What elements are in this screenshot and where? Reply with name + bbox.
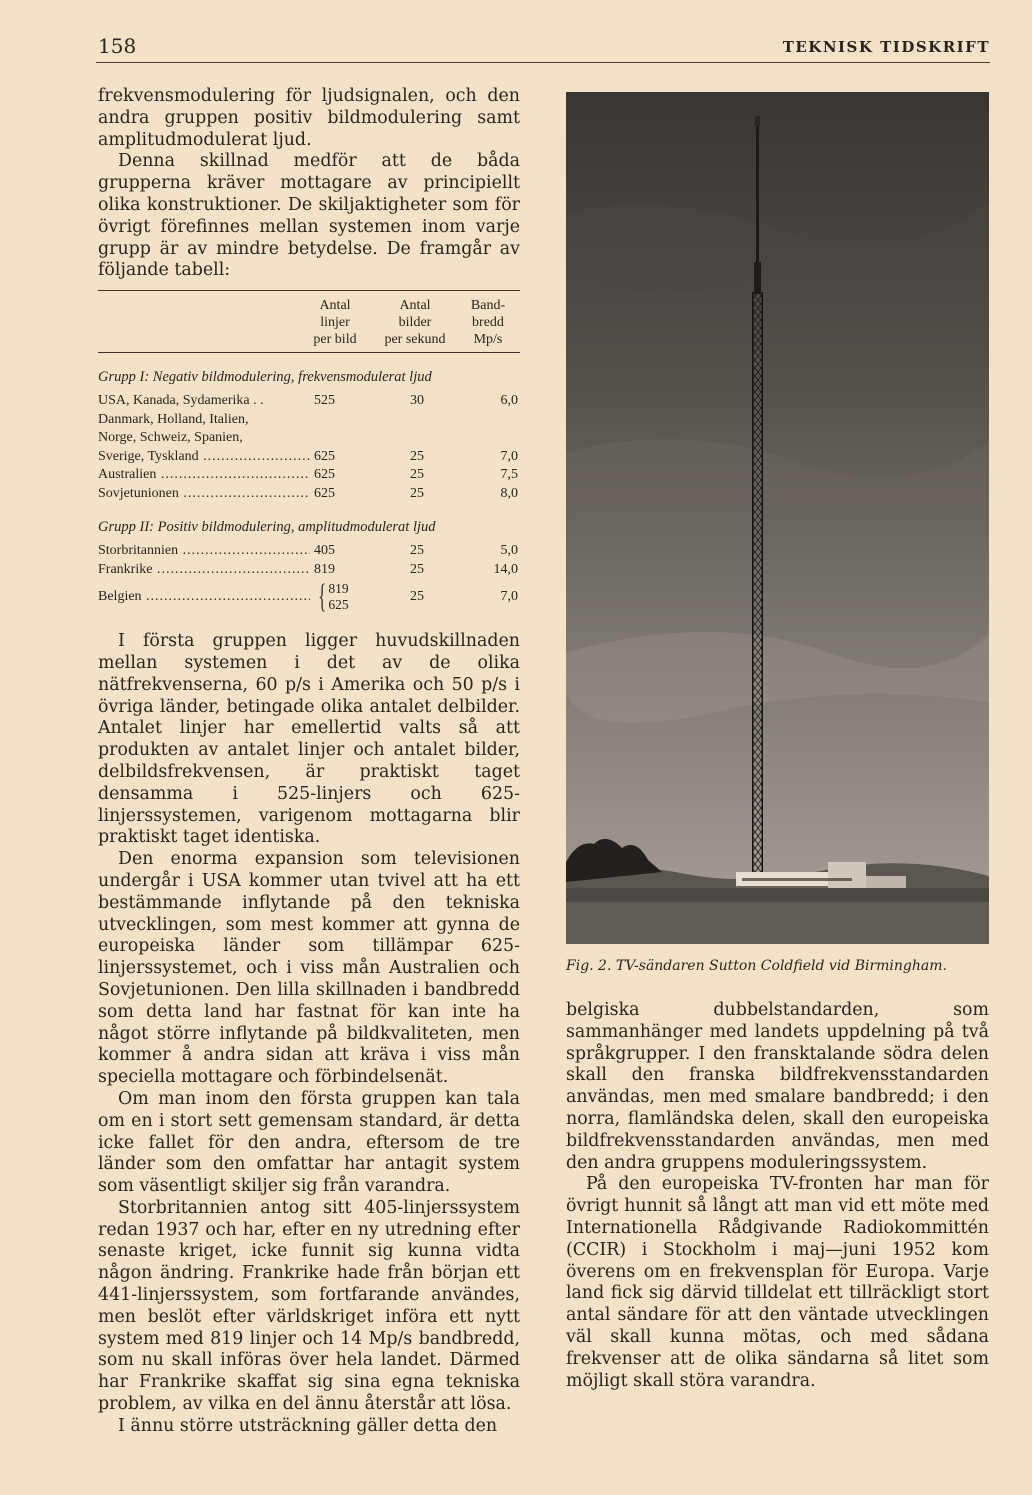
table-row: USA, Kanada, Sydamerika . . 525 30 6,0: [98, 393, 518, 409]
mast-top-section: [754, 262, 761, 294]
table-row: Sovjetunionen ..... 625 25 8,0: [98, 485, 520, 504]
right-paragraph-2: På den europeiska TV-fronten har man för övrigt hunnit så långt att man vid ett möte med Internationella Rådgivande Radiokommittén (CCIR) i Stockholm i maj—juni 1952 kom överens om en frekvensplan för Europa. Varje land fick sig därvid tilldelat ett tillräckligt stort antal sändare för att den väntade utvecklingen väl skall kunna mötas, och med sådana frekvenser att de olika sändarna så litet som möjligt skall störa varandra.: [566, 1174, 989, 1391]
intro-paragraph-1: frekvensmodulering för ljudsignalen, och den andra gruppen positiv bildmodulering samt amplitudmodulerat ljud.: [98, 86, 520, 150]
right-column: [566, 1000, 989, 1392]
tv-standards-table: [98, 290, 520, 616]
station-hall: [828, 862, 866, 888]
right-paragraph-1: belgiska dubbelstandarden, som sammanhänger med landets uppdelning på två språkgrupper. I den fransktalande södra delen skall den franska bildfrekvensstandarden användas, men med smalare bandbredd; i den norra, flamländska delen, skall den europeiska bildfrekvensstandarden användas, men med den andra gruppens moduleringssystem.: [566, 1000, 989, 1173]
table-row: Storbritannien ..... 405 25 5,0: [98, 542, 520, 561]
header-frames-per-second: Antal bilder per sekund: [384, 298, 446, 348]
header-rule: [96, 62, 990, 63]
belgien-dual-lines: { 819 625: [318, 578, 349, 616]
table-header: [98, 291, 520, 352]
running-head: TEKNISK TIDSKRIFT: [782, 38, 990, 56]
body-paragraph-4: Storbritannien antog sitt 405-linjerssystem redan 1937 och har, efter en ny utredning efter senaste kriget, icke funnit sig kunna vidta någon ändring. Frankrike hade från början ett 441-linjerssystem, som fortfarande användes, men beslöt efter världskriget införa ett nytt system med 819 linjer och 14 Mp/s bandbredd, som nu skall införas över hela landet. Därmed har Frankrike skaffat sig sina egna tekniska problem, av vilka en del ännu återstår att lösa.: [98, 1197, 520, 1415]
table-row: Frankrike ..... 819 25 14,0: [98, 561, 520, 580]
intro-paragraph-2: Denna skillnad medför att de båda grupperna kräver mottagare av principiellt olika konstruktioner. De skiljaktigheter som för övrigt förefinnes mellan systemen inom varje grupp är av mindre betydelse. De framgår av följande tabell:: [98, 151, 520, 281]
mast-lattice: [752, 292, 763, 892]
brace-glyph: {: [318, 578, 327, 616]
group-2-title: Grupp II: Positiv bildmodulering, amplitudmodulerat ljud: [98, 519, 436, 536]
tv-mast-photo: [566, 92, 989, 944]
figure-caption: Fig. 2. TV-sändaren Sutton Coldfield vid Birmingham.: [566, 958, 947, 974]
table-row-belgien: Belgien ..... { 819 625 25 7,0: [98, 581, 520, 613]
mast-antenna-tip: [755, 116, 760, 126]
table-row: Norge, Schweiz, Spanien,: [98, 430, 243, 446]
station-annex: [866, 876, 906, 888]
page-number: 158: [98, 34, 137, 58]
body-paragraph-3: Om man inom den första gruppen kan tala om en i stort sett gemensam standard, är detta icke fallet för den andra, eftersom de tre länder som den omfattar har antagit system som väsentligt skiljer sig från varandra.: [98, 1088, 520, 1197]
table-header-rule: [98, 352, 520, 353]
group-1-title: Grupp I: Negativ bildmodulering, frekvensmodulerat ljud: [98, 369, 432, 386]
mast-antenna: [756, 120, 759, 265]
left-column: [98, 86, 520, 1438]
mast-edge: [762, 292, 764, 892]
header-bandwidth: Band- bredd Mp/s: [470, 298, 506, 348]
table-row: Sverige, Tyskland ..... 625 25 7,0: [98, 448, 520, 467]
photo-foreground-field: [566, 902, 989, 944]
body-paragraph-2: Den enorma expansion som televisionen undergår i USA kommer utan tvivel att ha ett bestämmande inflytande på den tekniska utvecklingen, som mest kommer att gynna de europeiska länder som tillämpar 625-linjerssystemet, och i viss mån Australien och Sovjetunionen. Den lilla skillnaden i bandbredd som detta land har fastnat för kan inte ha något större inflytande på bildkvaliteten, men kommer å andra sidan att kräva i viss mån speciella mottagare och förbindelsenät.: [98, 849, 520, 1088]
table-row: Australien ..... 625 25 7,5: [98, 466, 520, 485]
table-row: Danmark, Holland, Italien,: [98, 411, 249, 427]
station-windows: [742, 878, 852, 881]
body-paragraph-5: I ännu större utsträckning gäller detta den: [118, 1415, 498, 1436]
header-lines-per-frame: Antal linjer per bild: [313, 298, 357, 348]
mast-edge: [752, 292, 754, 892]
body-paragraph-1: I första gruppen ligger huvudskillnaden mellan systemen i det av de olika nätfrekvenserna, 60 p/s i Amerika och 50 p/s i övriga länder, betingade olika antalet delbilder. Antalet linjer har emellertid valts så att produkten av antalet linjer och antalet bilder, delbildsfrekvensen, är praktiskt taget densamma i 525-linjers och 625-linjerssystemen, varigenom mottagarna blir praktiskt taget identiska.: [98, 631, 520, 848]
